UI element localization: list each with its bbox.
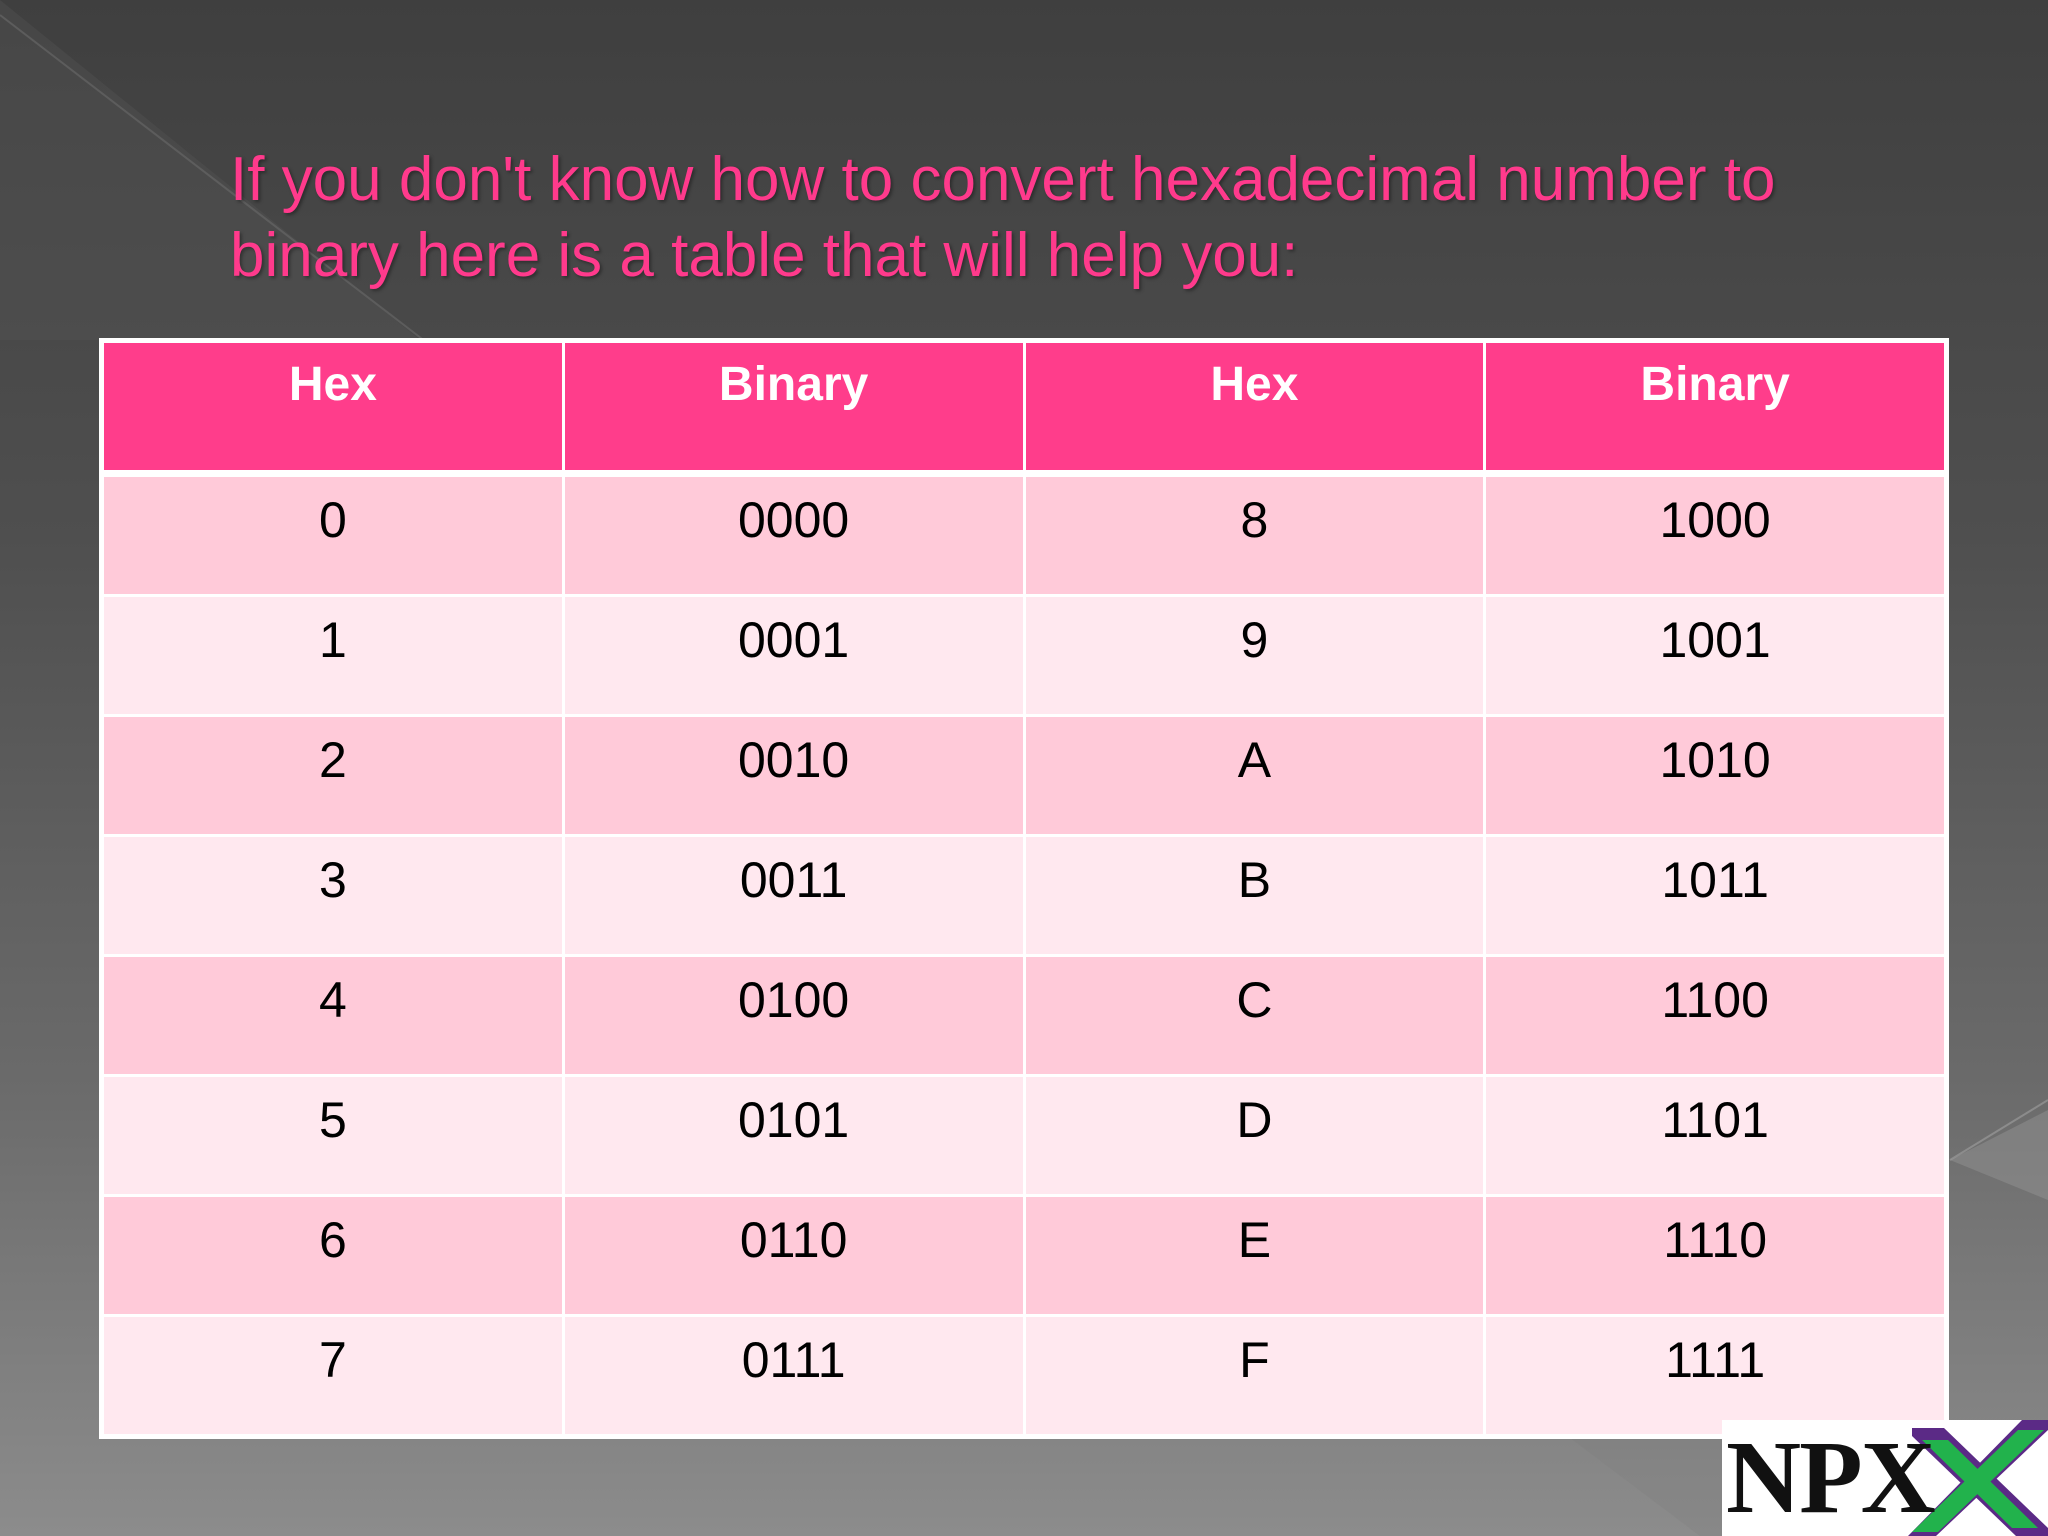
cell-binary: 0001: [563, 596, 1024, 716]
cell-binary: 1000: [1485, 474, 1946, 596]
table-row: [103, 1316, 1946, 1436]
hex-binary-table: [101, 340, 1947, 1437]
cell-hex: E: [1024, 1196, 1485, 1316]
cell-hex: C: [1024, 956, 1485, 1076]
table-row: [103, 956, 1946, 1076]
cell-hex: B: [1024, 836, 1485, 956]
header-binary-1: Binary: [563, 342, 1024, 474]
table-row: [103, 1196, 1946, 1316]
slide-title: If you don't know how to convert hexadecimal number to binary here is a table that will help you:: [230, 145, 1776, 290]
cell-binary: 1011: [1485, 836, 1946, 956]
cell-binary: 0100: [563, 956, 1024, 1076]
cell-hex: 9: [1024, 596, 1485, 716]
cell-hex: 2: [103, 716, 564, 836]
table-row: [103, 474, 1946, 596]
cell-binary: 1010: [1485, 716, 1946, 836]
cell-binary: 0111: [563, 1316, 1024, 1436]
cell-hex: 8: [1024, 474, 1485, 596]
header-binary-2: Binary: [1485, 342, 1946, 474]
cell-hex: 0: [103, 474, 564, 596]
cell-binary: 1001: [1485, 596, 1946, 716]
table-header-row: [103, 342, 1946, 474]
logo-text: NPX: [1726, 1420, 1934, 1535]
table-row: [103, 1076, 1946, 1196]
npx-logo: [1722, 1420, 2048, 1536]
cell-hex: D: [1024, 1076, 1485, 1196]
table-row: [103, 596, 1946, 716]
cell-binary: 0010: [563, 716, 1024, 836]
cell-hex: 4: [103, 956, 564, 1076]
cell-binary: 0000: [563, 474, 1024, 596]
cell-hex: 7: [103, 1316, 564, 1436]
cell-binary: 1111: [1485, 1316, 1946, 1436]
cell-binary: 0101: [563, 1076, 1024, 1196]
cell-binary: 0011: [563, 836, 1024, 956]
header-hex-2: Hex: [1024, 342, 1485, 474]
cell-binary: 1100: [1485, 956, 1946, 1076]
cell-hex: A: [1024, 716, 1485, 836]
cell-binary: 0110: [563, 1196, 1024, 1316]
cell-binary: 1101: [1485, 1076, 1946, 1196]
table-row: [103, 836, 1946, 956]
cell-hex: 6: [103, 1196, 564, 1316]
cell-hex: 3: [103, 836, 564, 956]
cell-hex: 1: [103, 596, 564, 716]
cell-binary: 1110: [1485, 1196, 1946, 1316]
header-hex-1: Hex: [103, 342, 564, 474]
cell-hex: 5: [103, 1076, 564, 1196]
table-row: [103, 716, 1946, 836]
cell-hex: F: [1024, 1316, 1485, 1436]
